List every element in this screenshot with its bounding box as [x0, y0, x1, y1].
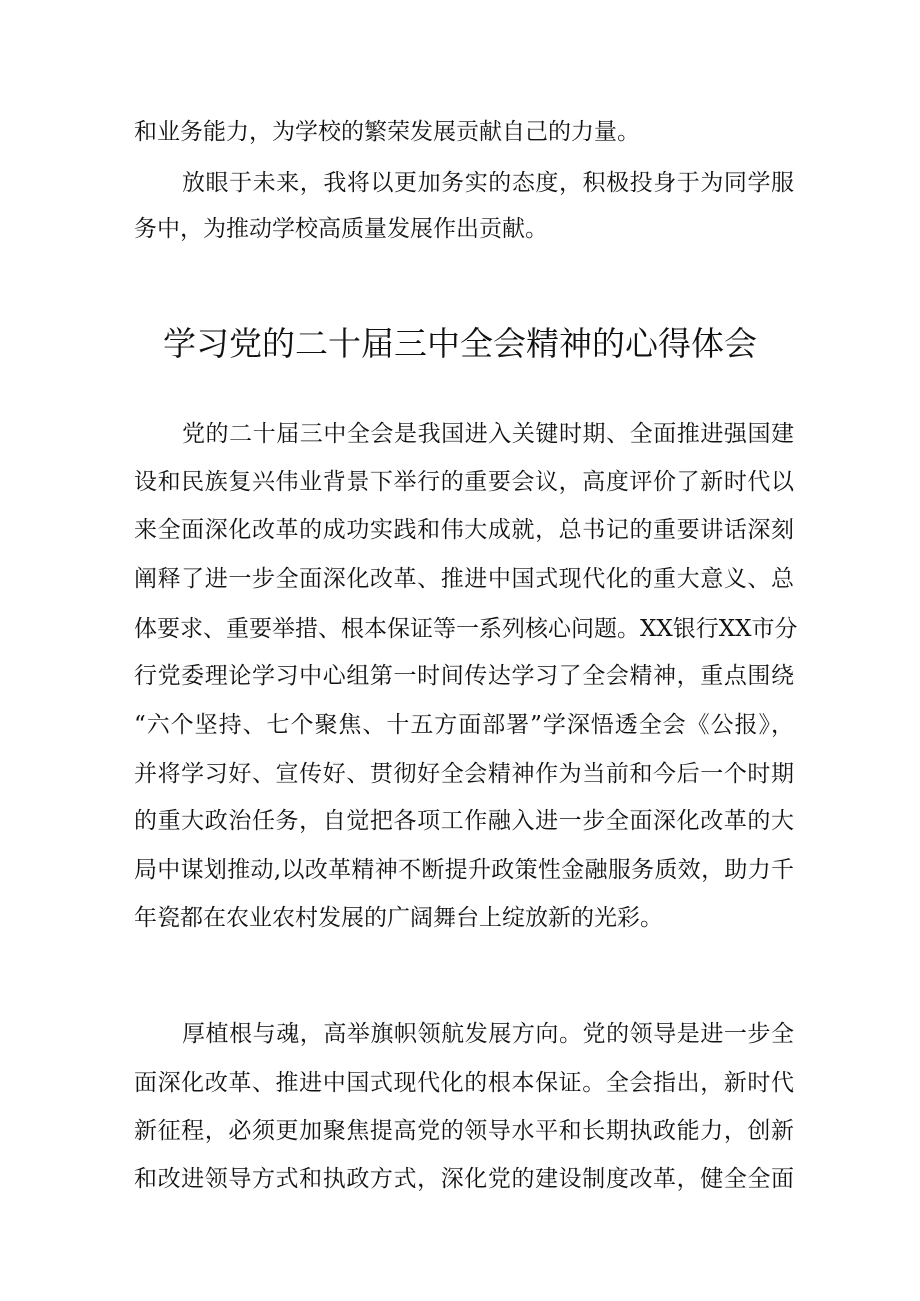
body-text-line: 体要求、重要举措、根本保证等一系列核心问题。XX银行XX市分	[134, 616, 798, 642]
body-text-line: 来全面深化改革的成功实践和伟大成就，总书记的重要讲话深刻	[134, 517, 794, 543]
body-text-line: 年瓷都在农业农村发展的广阔舞台上绽放新的光彩。	[134, 905, 663, 931]
body-text-line: 并将学习好、宣传好、贯彻好全会精神作为当前和今后一个时期	[134, 761, 794, 787]
document-title: 学习党的二十届三中全会精神的心得体会	[163, 324, 757, 363]
body-text-line: “六个坚持、七个聚焦、十五方面部署”学深悟透全会《公报》，	[134, 712, 794, 738]
body-text-line: 设和民族复兴伟业背景下举行的重要会议，高度评价了新时代以	[134, 469, 794, 495]
body-text-line: 行党委理论学习中心组第一时间传达学习了全会精神，重点围绕	[134, 663, 794, 689]
body-text-line: 务中，为推动学校高质量发展作出贡献。	[134, 216, 548, 242]
body-text-line: 的重大政治任务，自觉把各项工作融入进一步全面深化改革的大	[134, 808, 794, 834]
body-text-line: 厚植根与魂，高举旗帜领航发展方向。党的领导是进一步全	[182, 1021, 794, 1047]
body-text-line: 新征程，必须更加聚焦提高党的领导水平和长期执政能力，创新	[134, 1118, 794, 1144]
body-text-line: 党的二十届三中全会是我国进入关键时期、全面推进强国建	[182, 421, 794, 447]
body-text-line: 和改进领导方式和执政方式，深化党的建设制度改革，健全全面	[134, 1166, 794, 1192]
body-text-line: 局中谋划推动,以改革精神不断提升政策性金融服务质效，助力千	[134, 857, 794, 883]
body-text-line: 放眼于未来，我将以更加务实的态度，积极投身于为同学服	[182, 170, 794, 196]
body-text-line: 阐释了进一步全面深化改革、推进中国式现代化的重大意义、总	[134, 566, 794, 592]
body-text-line: 面深化改革、推进中国式现代化的根本保证。全会指出，新时代	[134, 1070, 794, 1096]
body-text-line: 和业务能力，为学校的繁荣发展贡献自己的力量。	[134, 119, 640, 145]
